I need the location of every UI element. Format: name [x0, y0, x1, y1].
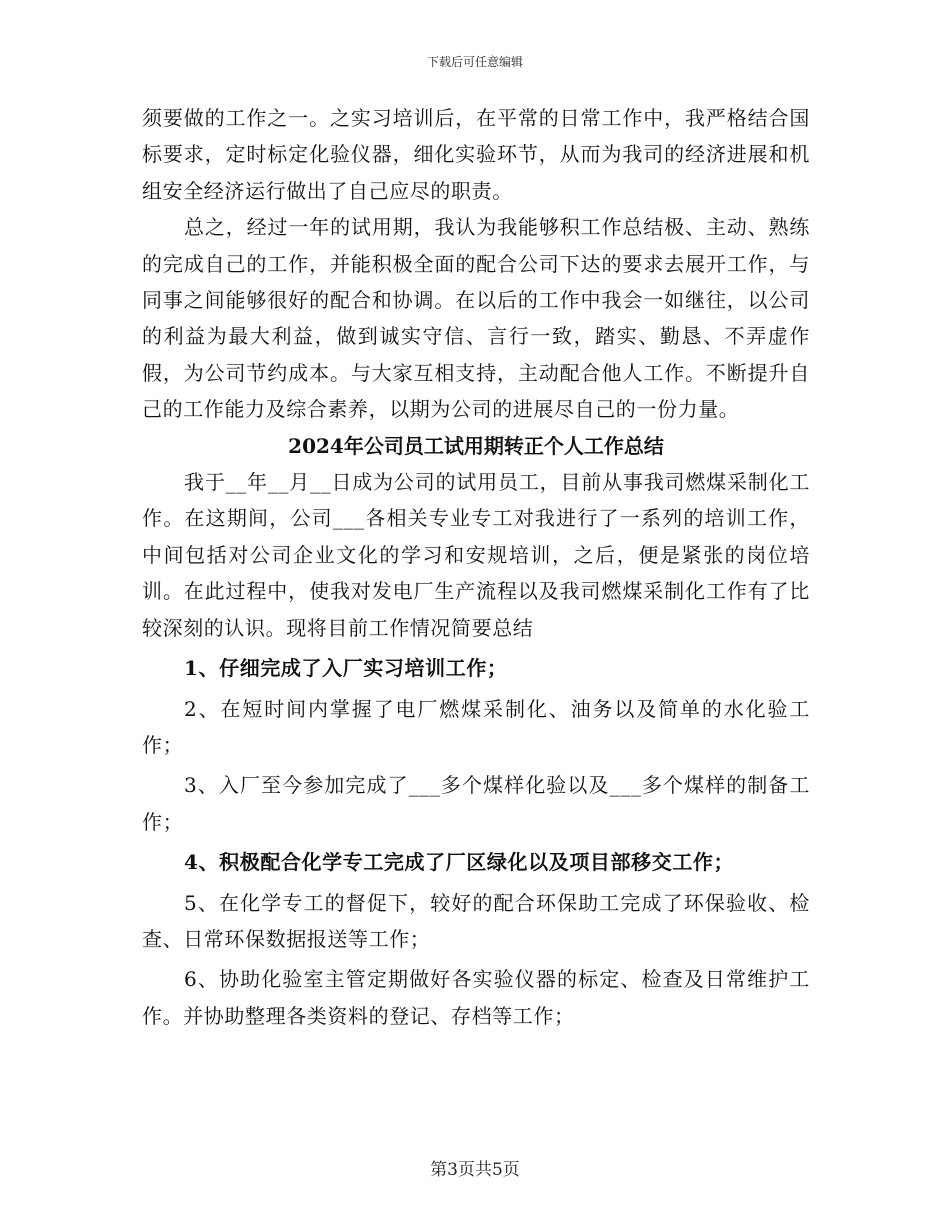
list-item-2: 2、在短时间内掌握了电厂燃煤采制化、油务以及简单的水化验工作； [142, 696, 810, 757]
paragraph-intro: 我于__年__月__日成为公司的试用员工，目前从事我司燃煤采制化工作。在这期间，公司___各相关专业专工对我进行了一系列的培训工作，中间包括对公司企业文化的学习和安规培训，之后，便是紧张的岗位培训。在此过程中，使我对发电厂生产流程以及我司燃煤采制化工作有了比较深刻的认识。现将目前工作情况简要总结 [142, 470, 810, 640]
header-note: 下载后可任意编辑 [426, 55, 523, 69]
section-title: 2024年公司员工试用期转正个人工作总结 [288, 433, 664, 458]
list-item-3: 3、入厂至今参加完成了___多个煤样化验以及___多个煤样的制备工作； [142, 773, 810, 834]
list-item-6: 6、协助化验室主管定期做好各实验仪器的标定、检查及日常维护工作。并协助整理各类资料的登记、存档等工作； [142, 967, 810, 1028]
list-item-1: 1、仔细完成了入厂实习培训工作； [184, 656, 508, 681]
list-item-5: 5、在化学专工的督促下，较好的配合环保助工完成了环保验收、检查、日常环保数据报送等工作； [142, 890, 810, 951]
paragraph-conclusion: 总之，经过一年的试用期，我认为我能够积工作总结极、主动、熟练的完成自己的工作，并能积极全面的配合公司下达的要求去展开工作，与同事之间能够很好的配合和协调。在以后的工作中我会一如继往，以公司的利益为最大利益，做到诚实守信、言行一致，踏实、勤恳、不弄虚作假，为公司节约成本。与大家互相支持，主动配合他人工作。不断提升自己的工作能力及综合素养，以期为公司的进展尽自己的一份力量。 [142, 215, 810, 422]
page-number: 第3页共5页 [430, 1160, 520, 1180]
list-item-4: 4、积极配合化学专工完成了厂区绿化以及项目部移交工作； [184, 850, 735, 875]
document-body [142, 100, 810, 1034]
paragraph-continuation: 须要做的工作之一。之实习培训后，在平常的日常工作中，我严格结合国标要求，定时标定化验仪器，细化实验环节，从而为我司的经济进展和机组安全经济运行做出了自己应尽的职责。 [142, 106, 810, 203]
